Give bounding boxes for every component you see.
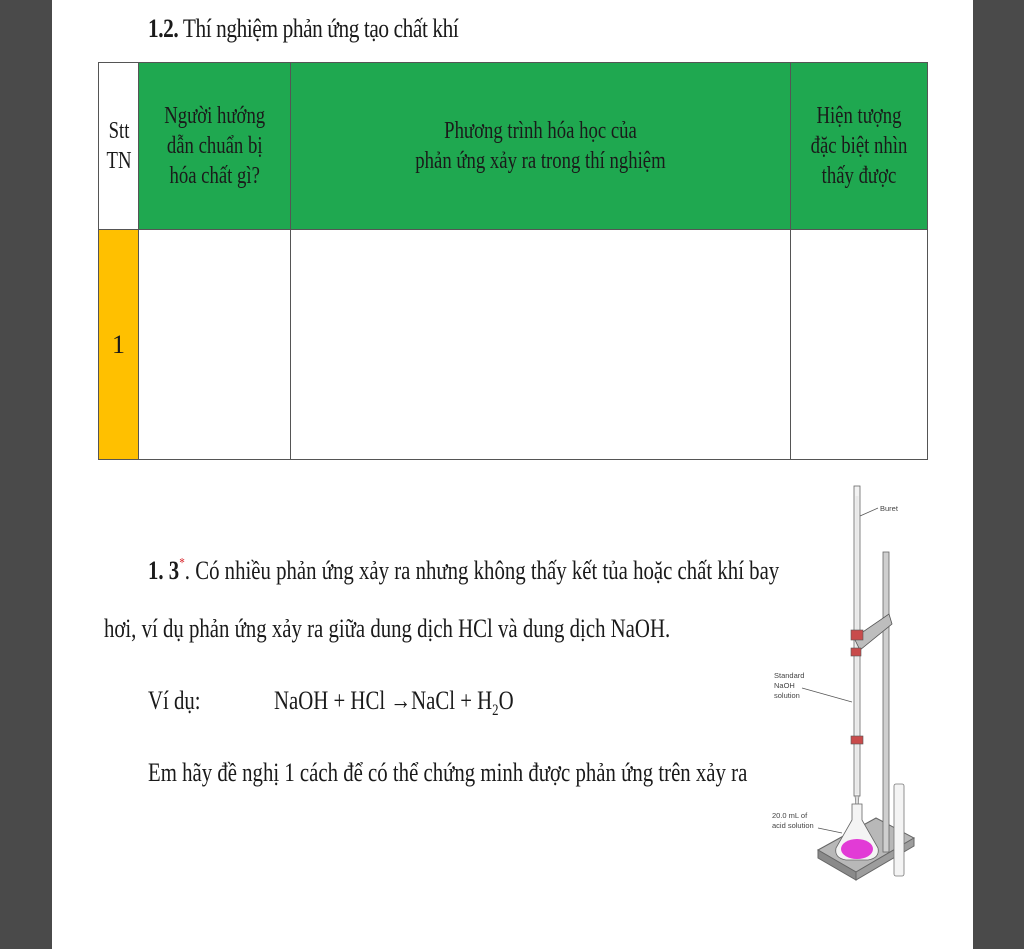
label-standard: Standard (774, 671, 805, 680)
header-phenomenon: Hiện tượng đặc biệt nhìn thấy được (791, 63, 928, 230)
section-number: 1.2. (148, 14, 179, 43)
star-marker: * (179, 556, 185, 571)
header-stt: Stt TN (99, 63, 139, 230)
cylinder (894, 784, 904, 876)
header-equation: Phương trình hóa học của phản ứng xảy ra trong thí nghiệm (291, 63, 791, 230)
titration-apparatus-illustration (756, 478, 926, 908)
section-title: Thí nghiệm phản ứng tạo chất khí (182, 14, 459, 43)
paragraph-line-1: 1. 3*. Có nhiều phản ứng xảy ra nhưng không thấy kết tủa hoặc chất khí bay (148, 556, 780, 585)
row-chemicals-cell[interactable] (139, 230, 291, 460)
table-row (99, 230, 928, 460)
section-heading (148, 14, 458, 44)
label-acid-solution: acid solution (772, 821, 814, 830)
stopcock (851, 736, 863, 744)
label-naoh: NaOH (774, 681, 795, 690)
label-buret: Buret (880, 504, 898, 513)
row-phenomenon-cell[interactable] (791, 230, 928, 460)
row-stt: 1 (99, 230, 139, 460)
experiment-table (98, 62, 928, 460)
example-label: Ví dụ: (148, 686, 201, 715)
prompt-text: Em hãy đề nghị 1 cách để có thể chứng minh được phản ứng trên xảy ra (148, 758, 748, 787)
flask-solution (841, 839, 873, 859)
stand-rod (883, 552, 889, 852)
label-acid-volume: 20.0 mL of (772, 811, 808, 820)
label-solution: solution (774, 691, 800, 700)
header-chemicals: Người hướng dẫn chuẩn bị hóa chất gì? (139, 63, 291, 230)
paragraph-line-2: hơi, ví dụ phản ứng xảy ra giữa dung dịch HCl và dung dịch NaOH. (104, 614, 671, 643)
chemical-equation: NaOH + HCl →NaCl + $H_2O$ (274, 686, 514, 720)
row-equation-cell[interactable] (291, 230, 791, 460)
table-header-row (99, 63, 928, 230)
